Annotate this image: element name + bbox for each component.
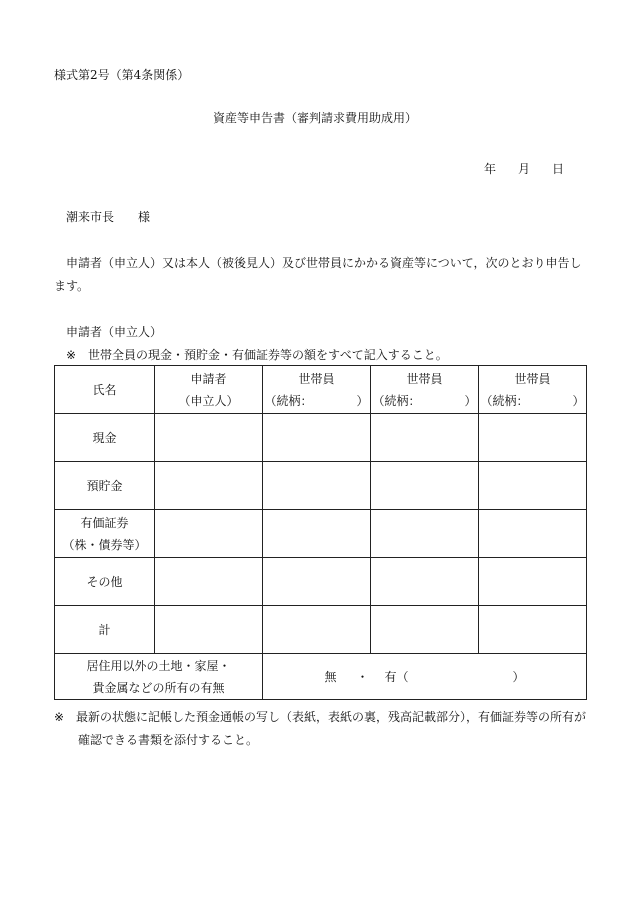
input-cell[interactable] (371, 462, 479, 510)
table-row-other (55, 558, 587, 606)
row-label-property: 居住用以外の土地・家屋・ 貴金属などの所有の有無 (55, 654, 263, 700)
property-choice-field[interactable] (263, 654, 587, 700)
table-row-property (55, 654, 587, 700)
note-bottom (54, 706, 594, 752)
note-top-text: 世帯全員の現金・預貯金・有価証券等の額をすべて記入すること。 (88, 348, 448, 362)
date-month-label: 月 (518, 162, 531, 176)
date-day-label: 日 (552, 162, 565, 176)
input-cell[interactable] (263, 558, 371, 606)
addressee-suffix: 様 (138, 210, 151, 224)
row-label-other: その他 (55, 558, 155, 606)
member-header-line1: 世帯員 (298, 371, 335, 386)
applicant-heading: 申請者（申立人） (66, 325, 163, 339)
member-header-cell-2 (371, 366, 479, 414)
row-label-cash: 現金 (55, 414, 155, 462)
member-header-line1: 世帯員 (514, 371, 551, 386)
input-cell[interactable] (479, 606, 587, 654)
applicant-header-line1: 申請者 (190, 371, 227, 386)
date-line (484, 160, 564, 177)
table-row-savings (55, 462, 587, 510)
table-row-securities (55, 510, 587, 558)
input-cell[interactable] (263, 462, 371, 510)
input-cell[interactable] (155, 462, 263, 510)
input-cell[interactable] (479, 462, 587, 510)
intro-paragraph: 申請者（申立人）又は本人（被後見人）及び世帯員にかかる資産等について，次のとおり申告します。 (54, 256, 582, 293)
input-cell[interactable] (371, 414, 479, 462)
member-header-cell-1 (263, 366, 371, 414)
input-cell[interactable] (155, 606, 263, 654)
input-cell[interactable] (479, 414, 587, 462)
row-label-savings: 預貯金 (55, 462, 155, 510)
input-cell[interactable] (263, 414, 371, 462)
table-row-cash (55, 414, 587, 462)
applicant-header-line2: （申立人） (178, 393, 239, 408)
input-cell[interactable] (155, 558, 263, 606)
input-cell[interactable] (155, 414, 263, 462)
relationship-field[interactable]: （続柄： ） (372, 393, 477, 408)
addressee (66, 208, 150, 225)
form-number: 様式第2号（第4条関係） (54, 68, 190, 82)
applicant-header-cell (155, 366, 263, 414)
choice-none[interactable]: 無 (324, 669, 337, 684)
note-bottom-line2: 確認できる書類を添付すること。 (78, 733, 259, 747)
document-title: 資産等申告書（審判請求費用助成用） (212, 111, 417, 125)
note-bottom-line1: 最新の状態に記帳した預金通帳の写し（表紙，表紙の裏，残高記載部分），有価証券等の所有が (76, 710, 587, 724)
member-header-line1: 世帯員 (406, 371, 443, 386)
input-cell[interactable] (479, 510, 587, 558)
relationship-field[interactable]: （続柄： ） (264, 393, 369, 408)
table-header-row (55, 366, 587, 414)
note-top (66, 346, 448, 363)
relationship-field[interactable]: （続柄： ） (480, 393, 585, 408)
choice-yes[interactable]: 有（ (384, 669, 409, 684)
row-label-securities: 有価証券 （株・債券等） (55, 510, 155, 558)
input-cell[interactable] (155, 510, 263, 558)
assets-table (54, 365, 587, 700)
input-cell[interactable] (371, 606, 479, 654)
input-cell[interactable] (371, 558, 479, 606)
table-row-total (55, 606, 587, 654)
row-label-total: 計 (55, 606, 155, 654)
input-cell[interactable] (263, 510, 371, 558)
note-mark: ※ (66, 348, 77, 362)
input-cell[interactable] (371, 510, 479, 558)
member-header-cell-3 (479, 366, 587, 414)
note-mark: ※ (54, 710, 65, 724)
choice-separator: ・ (356, 669, 369, 684)
date-year-label: 年 (484, 162, 497, 176)
choice-yes-close: ） (512, 669, 525, 684)
addressee-name: 潮来市長 (66, 210, 115, 224)
input-cell[interactable] (263, 606, 371, 654)
input-cell[interactable] (479, 558, 587, 606)
name-header-cell: 氏名 (55, 366, 155, 414)
